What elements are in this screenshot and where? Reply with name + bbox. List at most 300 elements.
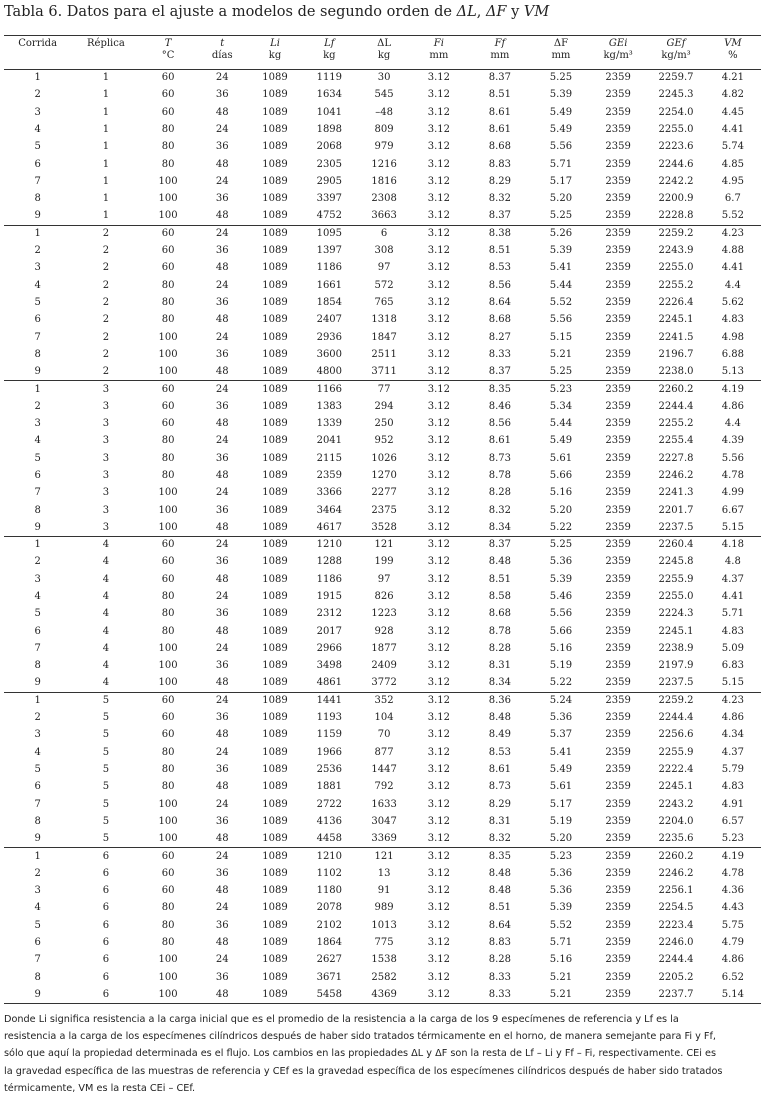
table-cell: 5.52: [549, 919, 573, 931]
table-cell: 2359: [605, 954, 631, 966]
table-cell: 1089: [262, 573, 288, 585]
table-cell: 2359: [605, 625, 631, 637]
table-cell: 5.22: [549, 521, 573, 533]
table-cell: 60: [161, 556, 175, 568]
table-cell: 36: [215, 141, 229, 153]
table-cell: 80: [161, 902, 175, 914]
table-cell: 77: [377, 383, 391, 395]
table-cell: 1026: [371, 452, 397, 464]
table-cell: 3.12: [427, 781, 450, 793]
table-cell: 8.28: [488, 487, 512, 499]
table-cell: 2244.4: [658, 400, 694, 412]
table-cell: 6: [102, 867, 110, 879]
table-cell: 1089: [262, 141, 288, 153]
table-cell: 1: [102, 193, 110, 205]
table-cell: 1089: [262, 279, 288, 291]
table-cell: 1441: [316, 695, 343, 707]
table-cell: 2227.8: [658, 452, 694, 464]
table-cell: 3498: [316, 660, 343, 672]
table-cell: 6: [34, 158, 41, 170]
table-cell: 8.51: [488, 89, 512, 101]
table-cell: 1: [34, 695, 41, 707]
table-cell: 3: [102, 521, 110, 533]
table-cell: 1: [34, 539, 41, 551]
table-cell: 2359: [605, 573, 631, 585]
table-cell: 5.26: [549, 228, 573, 240]
table-cell: 2255.4: [658, 435, 694, 447]
table-cell: 60: [161, 228, 175, 240]
table-cell: 48: [215, 781, 229, 793]
table-row: [4, 658, 761, 675]
table-cell: 2375: [371, 504, 397, 516]
table-cell: 8: [34, 660, 41, 672]
table-cell: 1089: [262, 988, 288, 1000]
table-cell: 2359: [605, 418, 631, 430]
table-cell: 2041: [316, 435, 343, 447]
table-cell: 36: [215, 504, 229, 516]
table-cell: 8: [34, 971, 41, 983]
table-cell: 2246.2: [658, 469, 694, 481]
table-cell: 250: [374, 418, 394, 430]
table-cell: 48: [215, 106, 229, 118]
table-row: [4, 260, 761, 277]
table-cell: 2359: [605, 452, 631, 464]
caption-var-delta-l: ΔL: [456, 4, 477, 20]
table-cell: 4.37: [721, 746, 744, 758]
column-header-unit: kg/m³: [661, 50, 691, 61]
table-cell: 80: [161, 936, 175, 948]
table-cell: 60: [161, 400, 175, 412]
replica-group: [4, 537, 761, 693]
header-row: [4, 36, 761, 70]
table-cell: 1877: [371, 642, 397, 654]
table-cell: 3047: [371, 815, 397, 827]
table-cell: 60: [161, 245, 175, 257]
table-cell: 2255.9: [658, 746, 694, 758]
table-cell: 48: [215, 469, 229, 481]
table-cell: 4: [102, 642, 110, 654]
table-cell: 36: [215, 556, 229, 568]
replica-group: [4, 70, 761, 226]
table-cell: 1383: [316, 400, 343, 412]
table-cell: 8: [34, 348, 41, 360]
column-header-name: ΔF: [553, 38, 569, 49]
table-cell: 5.34: [549, 400, 573, 412]
column-header-name: Fi: [433, 38, 444, 49]
table-row: [4, 364, 761, 381]
table-cell: 1089: [262, 331, 288, 343]
table-cell: 4.37: [721, 573, 744, 585]
table-cell: 4.4: [724, 279, 741, 291]
table-cell: 100: [158, 175, 178, 187]
table-cell: 2: [102, 314, 110, 326]
table-cell: 3.12: [427, 867, 450, 879]
column-header-unit: kg: [323, 50, 336, 61]
table-cell: 2255.0: [658, 262, 694, 274]
table-cell: 6.7: [724, 193, 741, 205]
table-cell: 48: [215, 314, 229, 326]
table-row: [4, 986, 761, 1003]
table-cell: 4.83: [721, 314, 744, 326]
column-header: [533, 36, 589, 70]
table-cell: 60: [161, 729, 175, 741]
table-cell: 91: [377, 885, 391, 897]
table-cell: 2359: [605, 539, 631, 551]
footnote-line: Donde Li significa resistencia a la carga inicial que es el promedio de la resistencia a la carga de los 9 especímenes de referencia y Lf es la: [4, 1014, 679, 1025]
table-cell: 1898: [316, 124, 343, 136]
table-cell: 24: [215, 331, 229, 343]
table-cell: 6: [102, 971, 110, 983]
table-cell: 1186: [316, 262, 343, 274]
table-cell: 199: [374, 556, 394, 568]
table-cell: 4800: [316, 365, 343, 377]
table-cell: 2255.0: [658, 124, 694, 136]
table-cell: 1089: [262, 210, 288, 222]
table-cell: 8: [34, 815, 41, 827]
table-cell: 3671: [316, 971, 343, 983]
table-cell: 80: [161, 141, 175, 153]
table-cell: 2359: [605, 712, 631, 724]
table-cell: 8.46: [488, 400, 512, 412]
table-cell: 2078: [316, 902, 343, 914]
table-cell: 2: [102, 297, 110, 308]
table-cell: 48: [215, 677, 229, 689]
table-cell: 2359: [605, 815, 631, 827]
column-header-name: t: [220, 38, 225, 49]
table-cell: 2204.0: [658, 815, 694, 827]
table-cell: 24: [215, 487, 229, 499]
table-cell: 2359: [605, 383, 631, 395]
table-cell: 5.39: [549, 89, 573, 101]
column-header: [249, 36, 301, 70]
table-cell: 3: [102, 452, 110, 464]
table-cell: 3.12: [427, 885, 450, 897]
table-cell: 8.51: [488, 573, 512, 585]
table-cell: 1089: [262, 902, 288, 914]
table-cell: 7: [34, 642, 41, 654]
table-cell: 3.12: [427, 297, 450, 308]
table-cell: 4: [102, 591, 110, 603]
table-cell: 5.23: [721, 832, 744, 844]
table-cell: 952: [374, 435, 394, 447]
table-cell: 3366: [316, 487, 343, 499]
table-cell: 928: [374, 625, 394, 637]
table-cell: 2255.0: [658, 591, 694, 603]
table-cell: 4.8: [724, 556, 741, 568]
table-cell: 1: [102, 106, 110, 118]
table-cell: 3.12: [427, 245, 450, 257]
table-cell: 2722: [316, 798, 343, 810]
table-cell: 1193: [316, 712, 343, 724]
table-cell: 2359: [605, 677, 631, 689]
table-cell: 2305: [316, 158, 343, 170]
table-cell: 2359: [605, 988, 631, 1000]
table-cell: 1095: [316, 228, 343, 240]
table-row: [4, 208, 761, 225]
table-cell: 100: [158, 487, 178, 499]
table-cell: 1: [102, 89, 110, 101]
table-cell: 2359: [605, 591, 631, 603]
table-cell: 2359: [605, 365, 631, 377]
column-header: [647, 36, 704, 70]
table-cell: 2260.2: [658, 383, 694, 395]
table-cell: 100: [158, 642, 178, 654]
table-cell: 5.61: [549, 452, 573, 464]
table-cell: 2359: [605, 279, 631, 291]
table-cell: 4861: [316, 677, 343, 689]
table-cell: 60: [161, 850, 175, 862]
table-cell: 2244.4: [658, 954, 694, 966]
table-row: [4, 139, 761, 156]
table-cell: 80: [161, 746, 175, 758]
table-row: [4, 381, 761, 398]
table-cell: 1634: [316, 89, 343, 101]
table-cell: 1089: [262, 487, 288, 499]
data-table: [4, 35, 761, 1004]
table-row: [4, 813, 761, 830]
table-cell: 2312: [316, 608, 343, 620]
table-cell: 60: [161, 72, 175, 84]
table-cell: 8.33: [488, 988, 512, 1000]
table-cell: 1089: [262, 193, 288, 205]
table-cell: 2244.6: [658, 158, 694, 170]
table-cell: 2359: [605, 695, 631, 707]
table-cell: 5: [102, 832, 110, 844]
table-cell: 2359: [605, 746, 631, 758]
column-header: [141, 36, 196, 70]
table-cell: 36: [215, 815, 229, 827]
table-cell: 24: [215, 591, 229, 603]
table-cell: 3.12: [427, 764, 450, 776]
table-cell: 80: [161, 469, 175, 481]
table-cell: 80: [161, 591, 175, 603]
table-cell: 4752: [316, 210, 343, 222]
table-cell: 48: [215, 729, 229, 741]
table-cell: 4458: [316, 832, 343, 844]
table-cell: 2359: [605, 193, 631, 205]
table-cell: 2238.9: [658, 642, 694, 654]
table-cell: 1089: [262, 625, 288, 637]
table-cell: 2237.5: [658, 521, 694, 533]
table-cell: 4.23: [721, 228, 744, 240]
table-cell: 9: [34, 521, 41, 533]
table-cell: 8.73: [488, 781, 512, 793]
table-cell: 5.19: [549, 815, 573, 827]
table-cell: 1216: [371, 158, 397, 170]
table-cell: 4.41: [721, 591, 744, 603]
table-cell: 6: [102, 988, 110, 1000]
table-cell: 6: [102, 850, 110, 862]
table-row: [4, 865, 761, 882]
table-cell: 5.66: [549, 469, 573, 481]
table-cell: 4: [34, 591, 41, 603]
table-cell: 5.71: [721, 608, 744, 620]
table-cell: 5.14: [721, 988, 744, 1000]
table-cell: 8.48: [488, 556, 512, 568]
table-cell: 8.61: [488, 435, 512, 447]
table-cell: 5.16: [549, 487, 573, 499]
table-cell: 3: [34, 418, 41, 430]
table-cell: 3.12: [427, 798, 450, 810]
table-cell: 1089: [262, 539, 288, 551]
table-cell: 5.49: [549, 764, 573, 776]
table-cell: 1089: [262, 591, 288, 603]
table-cell: 1089: [262, 954, 288, 966]
table-cell: 2359: [605, 469, 631, 481]
table-cell: 4.98: [721, 331, 744, 343]
table-row: [4, 329, 761, 346]
table-cell: 3.12: [427, 400, 450, 412]
table-cell: 1: [34, 850, 41, 862]
table-cell: 2359: [605, 158, 631, 170]
table-row: [4, 398, 761, 415]
table-cell: 2115: [316, 452, 343, 464]
table-row: [4, 606, 761, 623]
table-cell: 8.56: [488, 279, 512, 291]
table-cell: 5.13: [721, 365, 744, 377]
table-cell: 3.12: [427, 89, 450, 101]
table-cell: 5.75: [721, 919, 744, 931]
table-cell: 5.20: [549, 504, 573, 516]
table-cell: 1: [102, 124, 110, 136]
table-cell: 36: [215, 348, 229, 360]
table-cell: 4.79: [721, 936, 744, 948]
table-cell: 5.39: [549, 245, 573, 257]
table-cell: 3.12: [427, 228, 450, 240]
table-cell: 1089: [262, 608, 288, 620]
table-cell: 1: [34, 228, 41, 240]
table-cell: 5.44: [549, 279, 573, 291]
table-cell: 8.29: [488, 175, 512, 187]
table-cell: 100: [158, 660, 178, 672]
table-cell: 3.12: [427, 348, 450, 360]
table-cell: 1089: [262, 245, 288, 257]
table-cell: 48: [215, 573, 229, 585]
table-cell: 5: [102, 798, 110, 810]
table-cell: 572: [374, 279, 394, 291]
table-row: [4, 761, 761, 778]
table-cell: 1089: [262, 695, 288, 707]
table-cell: 4.41: [721, 124, 744, 136]
table-cell: 4.34: [721, 729, 744, 741]
table-cell: 5.49: [549, 435, 573, 447]
table-cell: 1089: [262, 936, 288, 948]
table-cell: 2359: [605, 106, 631, 118]
table-cell: 3.12: [427, 383, 450, 395]
table-cell: 3369: [371, 832, 397, 844]
table-cell: 3.12: [427, 850, 450, 862]
table-cell: 8.61: [488, 764, 512, 776]
table-cell: 1089: [262, 642, 288, 654]
table-row: [4, 709, 761, 726]
table-cell: 24: [215, 954, 229, 966]
table-cell: 80: [161, 279, 175, 291]
table-caption: [4, 4, 549, 20]
table-cell: 36: [215, 971, 229, 983]
table-cell: 48: [215, 988, 229, 1000]
table-cell: 5.49: [549, 124, 573, 136]
table-cell: 352: [374, 695, 394, 707]
table-cell: 100: [158, 954, 178, 966]
table-cell: 5.17: [549, 798, 573, 810]
table-cell: 4.86: [721, 954, 744, 966]
table-cell: 2359: [605, 902, 631, 914]
table-cell: 3: [34, 885, 41, 897]
table-cell: 100: [158, 365, 178, 377]
table-cell: 8.28: [488, 954, 512, 966]
table-cell: 2359: [605, 556, 631, 568]
table-cell: 5.36: [549, 885, 573, 897]
table-cell: 3.12: [427, 556, 450, 568]
table-cell: 5: [34, 141, 41, 153]
table-cell: 5.25: [549, 210, 573, 222]
table-cell: 2256.6: [658, 729, 694, 741]
table-cell: 8.73: [488, 452, 512, 464]
table-cell: 1210: [316, 850, 343, 862]
table-cell: 1089: [262, 106, 288, 118]
table-cell: 1089: [262, 297, 288, 308]
column-header-unit: %: [728, 50, 738, 61]
table-cell: 80: [161, 608, 175, 620]
table-cell: 3.12: [427, 591, 450, 603]
table-cell: 2359: [605, 521, 631, 533]
table-cell: 100: [158, 677, 178, 689]
table-cell: 2359: [605, 72, 631, 84]
table-cell: 2197.9: [658, 660, 694, 672]
table-cell: 80: [161, 314, 175, 326]
column-header-name: Corrida: [18, 38, 58, 49]
table-cell: 8.33: [488, 348, 512, 360]
table-cell: 100: [158, 210, 178, 222]
table-cell: 1089: [262, 124, 288, 136]
footnote: [4, 1011, 761, 1097]
table-cell: 1089: [262, 729, 288, 741]
table-cell: 3.12: [427, 504, 450, 516]
table-cell: 8.58: [488, 591, 512, 603]
table-cell: 8.35: [488, 383, 512, 395]
table-cell: 2359: [605, 175, 631, 187]
table-cell: 3: [34, 106, 41, 118]
table-cell: 5: [34, 764, 41, 776]
caption-var-vm: VM: [523, 4, 550, 20]
table-row: [4, 415, 761, 432]
table-cell: 2277: [371, 487, 397, 499]
table-cell: 1089: [262, 365, 288, 377]
table-cell: 2255.2: [658, 418, 694, 430]
table-cell: 5.25: [549, 72, 573, 84]
table-cell: 1270: [371, 469, 397, 481]
table-cell: 1089: [262, 72, 288, 84]
table-cell: 1102: [316, 867, 343, 879]
table-cell: 3.12: [427, 608, 450, 620]
table-cell: 2: [102, 365, 110, 377]
table-cell: 3.12: [427, 193, 450, 205]
table-cell: 2359: [605, 297, 631, 308]
table-cell: 1854: [316, 297, 343, 308]
table-row: [4, 433, 761, 450]
footnote-line: sólo que aquí la propiedad determinada es el flujo. Los cambios en las propiedades ΔL y ΔF son la resta de Lf – Li y Ff – Fi, respectivamente. CEi es: [4, 1048, 717, 1060]
table-cell: 8.32: [488, 832, 512, 844]
footnote-line: la gravedad específica de las muestras de referencia y CEf es la gravedad específica de los especímenes cilíndricos después de haber sido tratados: [4, 1065, 723, 1077]
table-cell: 2511: [371, 348, 397, 360]
table-cell: 1089: [262, 764, 288, 776]
table-cell: 5.24: [549, 695, 573, 707]
table-cell: 3.12: [427, 314, 450, 326]
table-cell: 36: [215, 193, 229, 205]
table-cell: 3.12: [427, 815, 450, 827]
table-cell: 2201.7: [658, 504, 694, 516]
table-cell: 8.51: [488, 245, 512, 257]
